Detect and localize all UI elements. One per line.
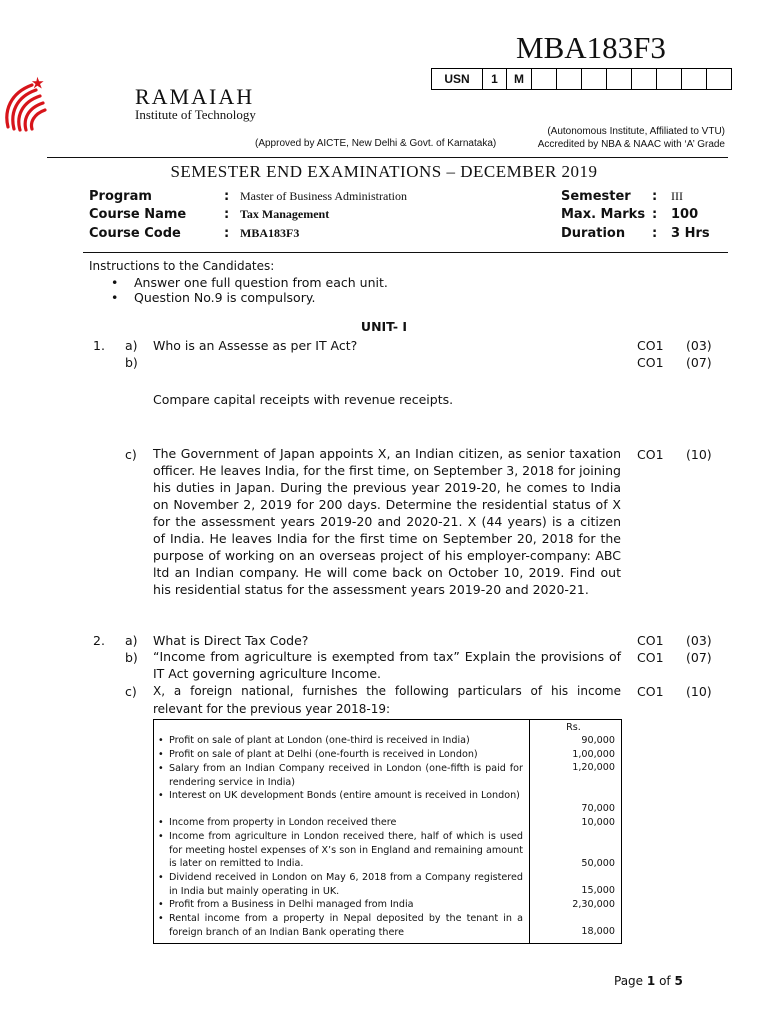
table-row: • Profit on sale of plant at London (one-third is received in India) — [158, 734, 523, 748]
question-text: Compare capital receipts with revenue receipts. — [153, 392, 454, 407]
duration-value: 3 Hrs — [671, 226, 710, 241]
page-current: 1 — [646, 974, 656, 988]
currency-header: Rs. — [566, 722, 581, 733]
question-number: 2. — [93, 633, 105, 648]
question-text: What is Direct Tax Code? — [153, 633, 309, 648]
ramaiah-logo — [2, 75, 50, 135]
course-outcome: CO1 — [637, 633, 664, 648]
marks: (10) — [686, 684, 712, 699]
marks: (03) — [686, 338, 712, 353]
sub-label: a) — [125, 633, 138, 648]
page-word: Page — [614, 974, 644, 988]
sub-label: c) — [125, 447, 137, 462]
exam-title: SEMESTER END EXAMINATIONS – DECEMBER 2019 — [170, 162, 598, 181]
accreditation-line: Accredited by NBA & NAAC with ‘A’ Grade — [537, 139, 725, 150]
bullet: • — [111, 290, 119, 305]
row-text: Income from property in London received there — [169, 817, 397, 828]
row-amount: 90,000 — [581, 735, 615, 746]
of-word: of — [659, 974, 671, 988]
usn-cell — [532, 69, 557, 89]
max-marks-value: 100 — [671, 207, 699, 222]
colon: : — [224, 207, 230, 222]
course-name-value: Tax Management — [240, 207, 330, 221]
course-name-label: Course Name — [89, 207, 187, 222]
usn-cell: M — [507, 69, 532, 89]
question-text: Who is an Assesse as per IT Act? — [153, 338, 358, 353]
approval-note: (Approved by AICTE, New Delhi & Govt. of Karnataka) — [255, 138, 497, 149]
course-code-label: Course Code — [89, 226, 181, 241]
row-text: Profit on sale of plant at London (one-third is received in India) — [169, 735, 470, 746]
row-amount: 2,30,000 — [572, 899, 615, 910]
sub-label: b) — [125, 355, 138, 370]
colon: : — [224, 226, 230, 241]
row-amount: 1,00,000 — [572, 749, 615, 760]
course-code-value: MBA183F3 — [240, 226, 300, 240]
usn-cell: 1 — [483, 69, 507, 89]
instructions-title: Instructions to the Candidates: — [89, 259, 275, 273]
row-amount: 70,000 — [581, 803, 615, 814]
question-text: The Government of Japan appoints X, an Indian citizen, as senior taxation officer. He leaves India, for the first time, on September 3, 2018 for joining his duties in Japan. During the previous year 2019-20, he comes to India on November 2, 2019 for 200 days. Determine the residential status of X for the assessment years 2019-20 and 2020-21. X (44 years) is a citizen of India. He leaves India for the first time on September 20, 2018 for the purpose of working on an overseas project of his employer-company: ABC ltd an Indian company. He will come back on October 10, 2019. Find out his residential status for the assessment years 2019-20 and 2020-21. — [153, 446, 621, 597]
usn-cell — [632, 69, 657, 89]
institute-subtitle: Institute of Technology — [135, 107, 256, 122]
instruction-item: Answer one full question from each unit. — [134, 275, 388, 290]
course-outcome: CO1 — [637, 684, 664, 699]
row-amount: 1,20,000 — [572, 762, 615, 773]
course-outcome: CO1 — [637, 650, 664, 665]
bullet: • — [111, 275, 119, 290]
marks: (07) — [686, 355, 712, 370]
colon: : — [224, 189, 230, 204]
unit-title: UNIT- I — [360, 319, 408, 334]
colon: : — [652, 207, 658, 222]
duration-label: Duration — [561, 226, 626, 241]
income-table — [153, 719, 622, 944]
marks: (07) — [686, 650, 712, 665]
row-amount: 10,000 — [581, 817, 615, 828]
question-number: 1. — [93, 338, 105, 353]
table-column-divider — [529, 720, 530, 943]
row-text: Income from agriculture in London received there, half of which is used for meeting hostel expenses of X’s son in England and remaining amount is later on remitted to India. — [169, 831, 523, 870]
table-row: • Income from agriculture in London received there, half of which is used for meeting hostel expenses of X’s son in England and remaining amount is later on remitted to India. — [158, 831, 523, 870]
course-outcome: CO1 — [637, 447, 664, 462]
program-label: Program — [89, 189, 152, 204]
course-outcome: CO1 — [637, 355, 664, 370]
table-row: • Interest on UK development Bonds (entire amount is received in London) — [158, 789, 523, 803]
row-amount: 50,000 — [581, 858, 615, 869]
row-amount: 15,000 — [581, 885, 615, 896]
info-divider — [83, 252, 728, 253]
row-amount: 18,000 — [581, 926, 615, 937]
autonomous-line: (Autonomous Institute, Affiliated to VTU) — [547, 126, 725, 137]
course-outcome: CO1 — [637, 338, 664, 353]
program-value: Master of Business Administration — [240, 189, 407, 203]
table-row: • Income from property in London received there — [158, 816, 523, 830]
header-divider — [47, 157, 728, 158]
max-marks-label: Max. Marks — [561, 207, 646, 222]
course-code-heading: MBA183F3 — [516, 30, 666, 65]
semester-value: III — [671, 189, 683, 203]
row-text: Rental income from a property in Nepal deposited by the tenant in a foreign branch of an Indian Bank operating there — [169, 913, 523, 938]
row-text: Profit from a Business in Delhi managed from India — [169, 899, 414, 910]
table-row: • Profit from a Business in Delhi managed from India — [158, 898, 523, 912]
semester-label: Semester — [561, 189, 631, 204]
question-text: “Income from agriculture is exempted from tax” Explain the provisions of IT Act governing agriculture Income. — [153, 649, 621, 681]
table-row: • Profit on sale of plant at Delhi (one-fourth is received in London) — [158, 748, 523, 762]
colon: : — [652, 189, 658, 204]
row-text: Interest on UK development Bonds (entire amount is received in London) — [169, 790, 520, 801]
usn-label: USN — [432, 69, 483, 89]
usn-box — [431, 68, 732, 90]
sub-label: b) — [125, 650, 138, 665]
colon: : — [652, 226, 658, 241]
row-text: Salary from an Indian Company received in London (one-fifth is paid for rendering service in India) — [169, 763, 523, 788]
usn-cell — [582, 69, 607, 89]
usn-cell — [657, 69, 682, 89]
sub-label: a) — [125, 338, 138, 353]
table-row: • Salary from an Indian Company received in London (one-fifth is paid for rendering service in India) — [158, 763, 523, 788]
row-text: Dividend received in London on May 6, 2018 from a Company registered in India but mainly operating in UK. — [169, 872, 523, 897]
row-text: Profit on sale of plant at Delhi (one-fourth is received in London) — [169, 749, 478, 760]
table-row: • Rental income from a property in Nepal deposited by the tenant in a foreign branch of an Indian Bank operating there — [158, 913, 523, 938]
marks: (03) — [686, 633, 712, 648]
table-row: • Dividend received in London on May 6, 2018 from a Company registered in India but mainly operating in UK. — [158, 872, 523, 897]
sub-label: c) — [125, 684, 137, 699]
marks: (10) — [686, 447, 712, 462]
instruction-item: Question No.9 is compulsory. — [134, 290, 316, 305]
usn-cell — [557, 69, 582, 89]
question-text: X, a foreign national, furnishes the following particulars of his income relevant for the previous year 2018-19: — [153, 684, 621, 716]
usn-cell — [707, 69, 731, 89]
usn-cell — [682, 69, 707, 89]
page-number — [614, 974, 683, 988]
accreditation-note — [510, 125, 725, 151]
usn-cell — [607, 69, 632, 89]
page-total: 5 — [674, 974, 683, 988]
institute-name: RAMAIAH — [135, 84, 255, 109]
